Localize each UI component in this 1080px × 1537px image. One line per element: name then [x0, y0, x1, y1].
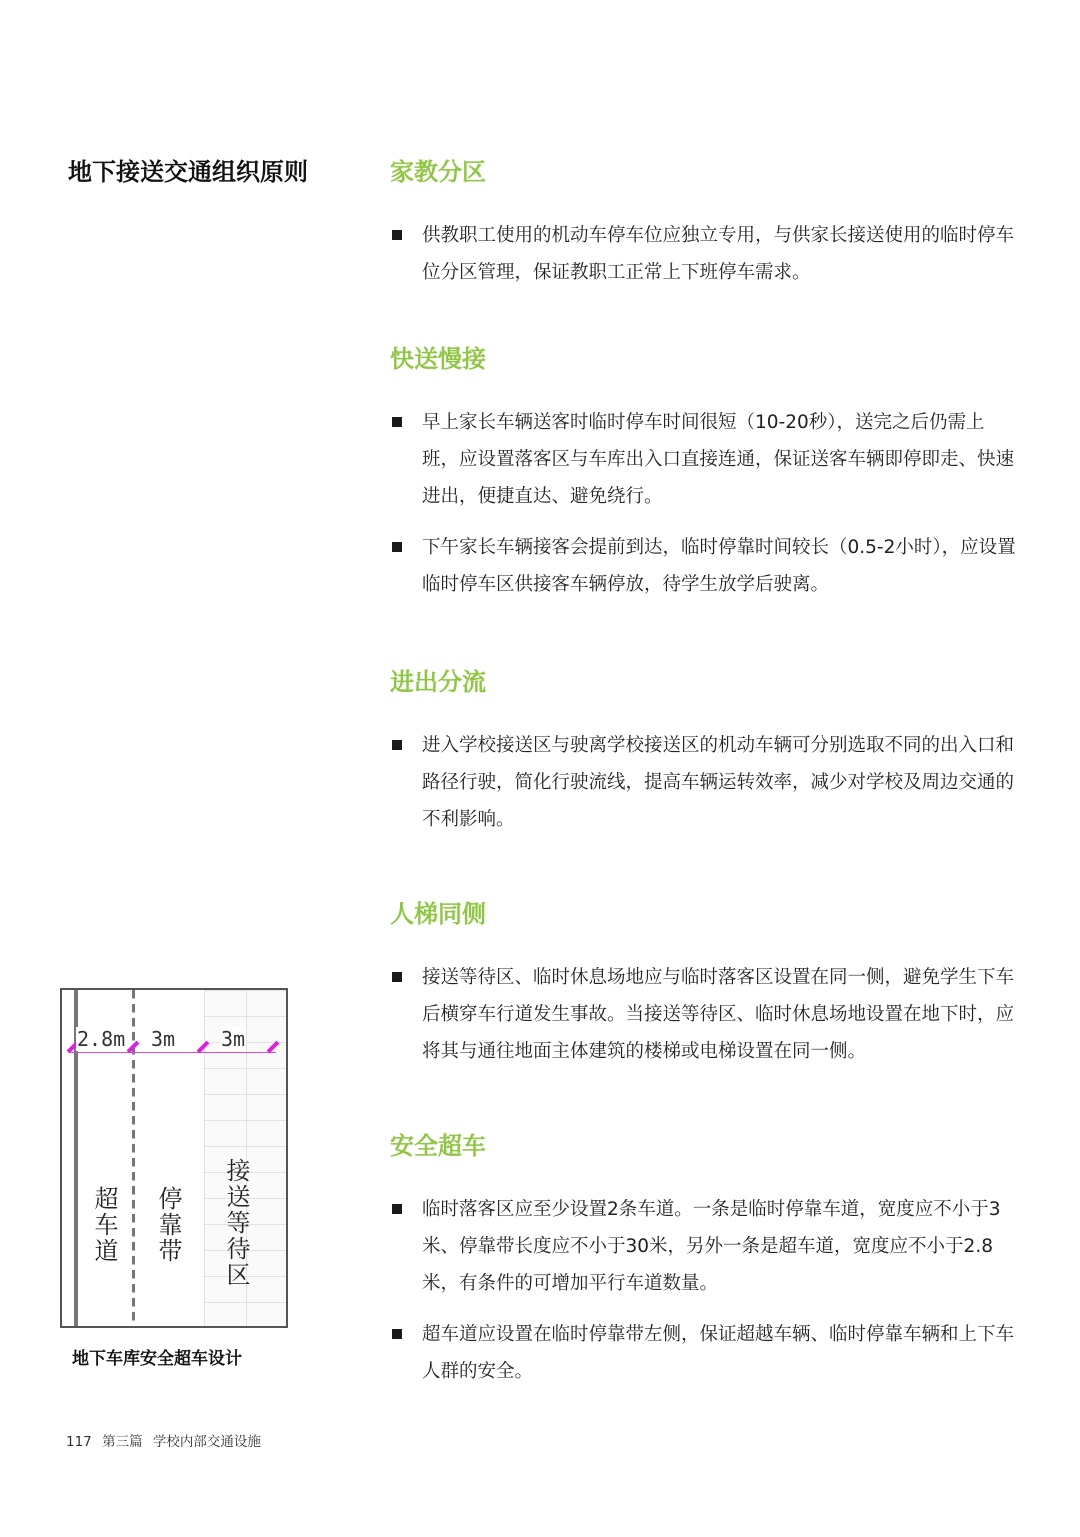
section-family-staff-zoning — [390, 155, 1020, 305]
bullet-item — [390, 1316, 1020, 1390]
square-bullet-icon — [392, 417, 402, 427]
dimension-label: 3m — [221, 1027, 246, 1051]
bullet-text: 供教职工使用的机动车停车位应独立专用，与供家长接送使用的临时停车位分区管理，保证教职工正常上下班停车需求。 — [422, 225, 1015, 283]
chapter-number: 第三篇 — [102, 1434, 143, 1450]
section-heading: 人梯同侧 — [390, 900, 486, 928]
bullet-text: 进入学校接送区与驶离学校接送区的机动车辆可分别选取不同的出入口和路径行驶，简化行驶流线，提高车辆运转效率，减少对学校及周边交通的不利影响。 — [422, 735, 1015, 830]
bullet-text: 下午家长车辆接客会提前到达，临时停靠时间较长（0.5-2小时），应设置临时停车区供接客车辆停放，待学生放学后驶离。 — [422, 537, 1016, 595]
square-bullet-icon — [392, 972, 402, 982]
dimension-label: 3m — [151, 1027, 176, 1051]
bullet-item — [390, 959, 1020, 1070]
page-title: 地下接送交通组织原则 — [68, 158, 308, 186]
section-heading: 家教分区 — [390, 158, 486, 186]
lane-label-stopping: 停靠带 — [154, 1186, 182, 1264]
lane-diagram — [60, 988, 288, 1328]
square-bullet-icon — [392, 740, 402, 750]
bullet-text: 临时落客区应至少设置2条车道。一条是临时停靠车道，宽度应不小于3米、停靠带长度应不小于30米，另外一条是超车道，宽度应不小于2.8米，有条件的可增加平行车道数量。 — [422, 1199, 1001, 1294]
square-bullet-icon — [392, 1204, 402, 1214]
section-safe-overtaking — [390, 1129, 1020, 1404]
square-bullet-icon — [392, 230, 402, 240]
section-heading: 快送慢接 — [390, 345, 486, 373]
bullet-item — [390, 404, 1020, 515]
square-bullet-icon — [392, 1329, 402, 1339]
bullet-item — [390, 1191, 1020, 1302]
section-heading: 进出分流 — [390, 668, 486, 696]
bullet-text: 早上家长车辆送客时临时停车时间很短（10-20秒），送完之后仍需上班，应设置落客区与车库出入口直接连通，保证送客车辆即停即走、快速进出，便捷直达、避免绕行。 — [422, 412, 1015, 507]
page-footer — [66, 1430, 267, 1450]
dimension-label: 2.8m — [77, 1027, 126, 1051]
section-fast-drop-slow-pick — [390, 342, 1020, 617]
lane-label-overtaking: 超车道 — [90, 1186, 118, 1264]
chapter-title: 学校内部交通设施 — [152, 1434, 261, 1450]
square-bullet-icon — [392, 542, 402, 552]
bullet-text: 接送等待区、临时休息场地应与临时落客区设置在同一侧，避免学生下车后横穿车行道发生事故。当接送等待区、临时休息场地设置在地下时，应将其与通往地面主体建筑的楼梯或电梯设置在同一侧。 — [422, 967, 1015, 1062]
dimension-line — [70, 1052, 276, 1053]
bullet-item — [390, 727, 1020, 838]
bullet-item — [390, 217, 1020, 291]
section-in-out-separation — [390, 665, 1020, 852]
bullet-text: 超车道应设置在临时停靠带左侧，保证超越车辆、临时停靠车辆和上下车人群的安全。 — [422, 1324, 1015, 1382]
page-number: 117 — [66, 1434, 92, 1450]
bullet-item — [390, 529, 1020, 603]
dashed-lane-line — [132, 990, 135, 1326]
section-heading: 安全超车 — [390, 1132, 486, 1160]
section-people-stairs-same-side — [390, 897, 1020, 1084]
diagram-caption: 地下车库安全超车设计 — [72, 1349, 242, 1369]
lane-label-waiting: 接送等待区 — [222, 1158, 250, 1288]
